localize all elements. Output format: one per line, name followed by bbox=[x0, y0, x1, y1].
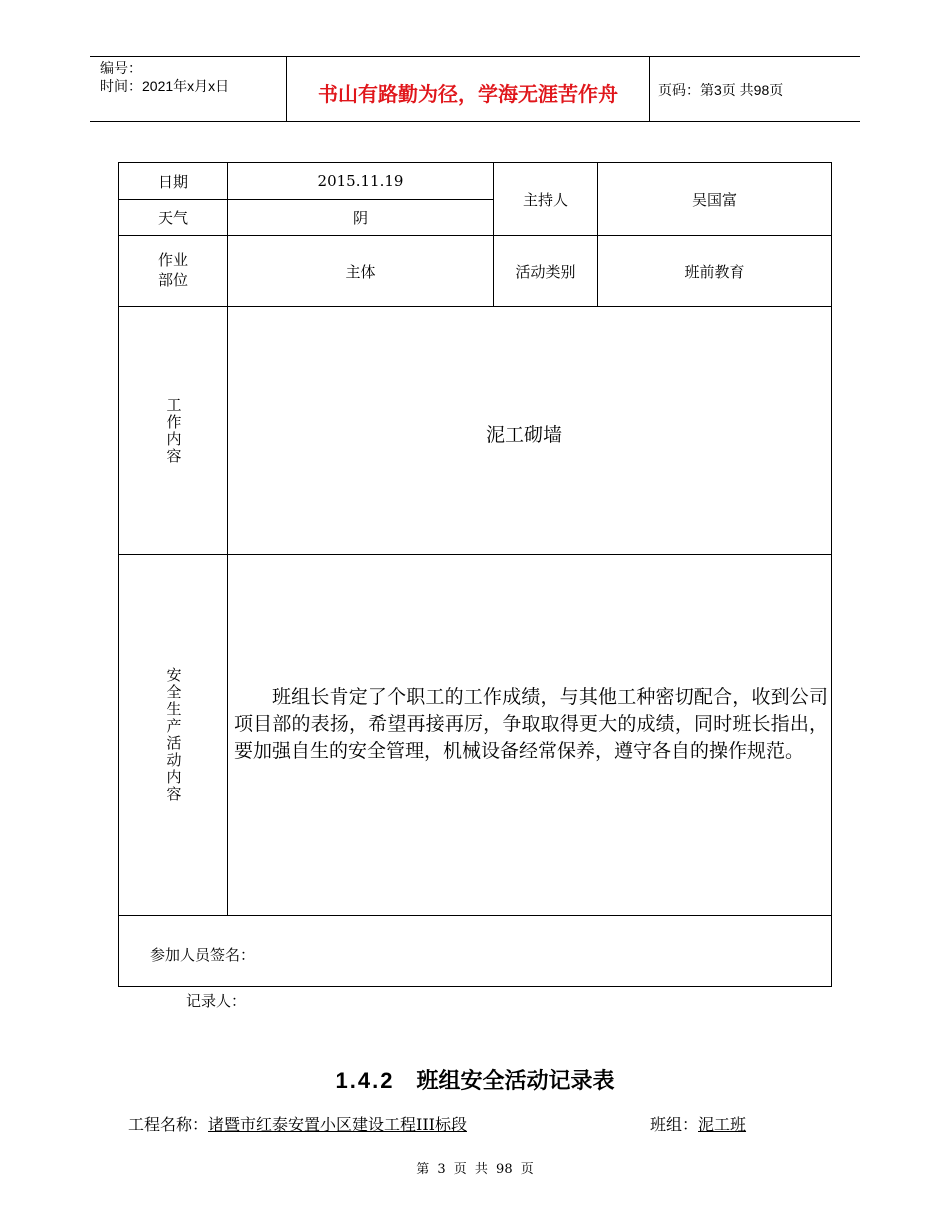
safety-content-value: 班组长肯定了个职工的工作成绩，与其他工种密切配合，收到公司项目部的表扬，希望再接再厉，争取取得更大的成绩，同时班长指出，要加强自生的安全管理，机械设备经常保养，遵守各自的操作规范。 bbox=[234, 686, 828, 762]
header-divider bbox=[649, 56, 650, 122]
location-label: 作业 部位 bbox=[157, 252, 188, 289]
team-label: 班组： bbox=[650, 1115, 699, 1134]
code-label: 编号： bbox=[100, 60, 142, 76]
header-divider bbox=[286, 56, 287, 122]
date-label: 日期 bbox=[157, 173, 188, 191]
safety-label: 安全生产活动内容 bbox=[164, 667, 182, 803]
project-line bbox=[128, 1112, 467, 1135]
project-label: 工程名称： bbox=[128, 1115, 209, 1134]
activity-type-label: 活动类别 bbox=[515, 263, 576, 281]
sign-label: 参加人员签名： bbox=[150, 947, 256, 964]
recorder-label: 记录人： bbox=[186, 993, 247, 1010]
header-bottom-rule bbox=[90, 121, 860, 122]
team-line bbox=[650, 1112, 746, 1135]
activity-type-value: 班前教育 bbox=[684, 263, 745, 281]
host-value: 吴国富 bbox=[691, 191, 737, 209]
weather-label: 天气 bbox=[157, 210, 188, 227]
host-label: 主持人 bbox=[522, 191, 568, 209]
time-label: 时间：2021年x月x日 bbox=[100, 78, 230, 94]
location-value: 主体 bbox=[345, 263, 376, 281]
table-rule bbox=[118, 915, 832, 916]
table-rule bbox=[118, 986, 832, 987]
page-footer: 第 3 页 共 98 页 bbox=[416, 1162, 534, 1177]
section-number: 1.4.2 bbox=[335, 1068, 395, 1093]
header-page-info: 页码：第3页 共98页 bbox=[658, 82, 784, 98]
date-value: 2015.11.19 bbox=[317, 172, 404, 190]
header-motto: 书山有路勤为径，学海无涯苦作舟 bbox=[318, 84, 618, 106]
header-top-rule bbox=[90, 56, 860, 57]
project-value: 诸暨市红泰安置小区建设工程III标段 bbox=[208, 1115, 467, 1134]
section-title: 班组安全活动记录表 bbox=[416, 1068, 615, 1093]
work-content-label: 工作内容 bbox=[164, 396, 182, 465]
weather-value: 阴 bbox=[352, 210, 368, 227]
team-value: 泥工班 bbox=[698, 1115, 747, 1134]
work-content-value: 泥工砌墙 bbox=[486, 425, 563, 446]
header-meta bbox=[100, 59, 229, 95]
table-rule bbox=[831, 162, 832, 987]
section-heading bbox=[0, 1064, 950, 1095]
